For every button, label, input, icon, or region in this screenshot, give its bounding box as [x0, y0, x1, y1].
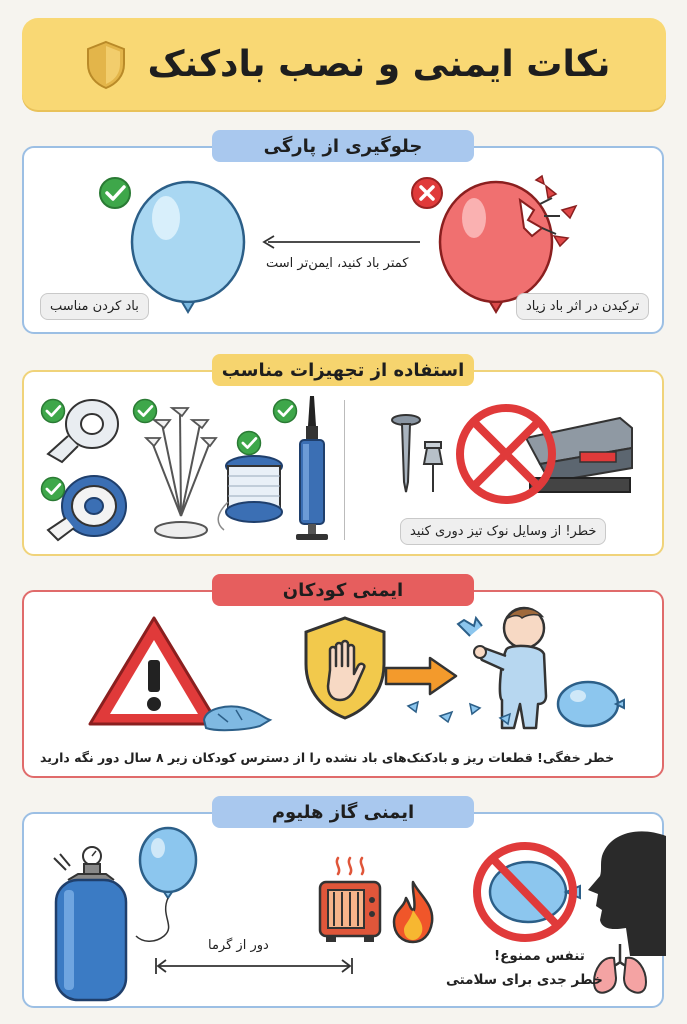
fire-icon — [388, 880, 438, 944]
burst-caption: ترکیدن در اثر باد زیاد — [516, 293, 649, 320]
arrow-right-icon — [384, 654, 458, 698]
cross-icon — [410, 176, 444, 210]
pin-icon — [418, 440, 448, 494]
section-equipment-title: استفاده از تجهیزات مناسب — [212, 354, 474, 386]
arrow-caption: کمتر باد کنید، ایمن‌تر است — [266, 256, 409, 271]
check-icon — [132, 398, 158, 424]
good-inflation-caption: باد کردن مناسب — [40, 293, 149, 320]
check-icon — [98, 176, 132, 210]
section-helium-title: ایمنی گاز هلیوم — [212, 796, 474, 828]
head-silhouette-icon — [580, 826, 666, 956]
page-title: نکات ایمنی و نصب بادکنک — [147, 43, 611, 85]
balloon-pump-icon — [292, 396, 332, 542]
balloon-icon — [556, 680, 626, 730]
inhale-warning-line1: تنفس ممنوع! — [494, 948, 585, 964]
sharp-objects-warning: خطر! از وسایل نوک تیز دوری کنید — [400, 518, 606, 545]
hand-stop-icon — [318, 640, 372, 702]
helium-tank-icon — [48, 840, 130, 1004]
choking-warning: خطر خفگی! قطعات ریز و بادکنک‌های باد نشده را از دسترس کودکان زیر ۸ سال دور نگه دارید — [40, 750, 615, 765]
check-icon — [40, 398, 66, 424]
double-arrow-icon — [154, 958, 354, 974]
section-children-title: ایمنی کودکان — [212, 574, 474, 606]
inhale-warning-line2: خطر جدی برای سلامتی — [446, 972, 603, 988]
prohibition-icon — [454, 402, 558, 506]
balloon-fragments-icon — [404, 698, 544, 728]
heat-distance-caption: دور از گرما — [208, 938, 269, 953]
ribbon-spool-icon — [214, 452, 290, 532]
section-burst-title: جلوگیری از پارگی — [212, 130, 474, 162]
header-banner — [22, 18, 666, 110]
check-icon — [236, 430, 262, 456]
deflated-balloon-icon — [198, 698, 278, 734]
balloon-icon — [130, 826, 210, 956]
equipment-divider — [344, 400, 345, 540]
heater-icon — [316, 854, 384, 944]
arrow-left-icon — [262, 234, 422, 250]
check-icon — [40, 476, 66, 502]
prohibition-icon — [470, 840, 580, 944]
check-icon — [272, 398, 298, 424]
